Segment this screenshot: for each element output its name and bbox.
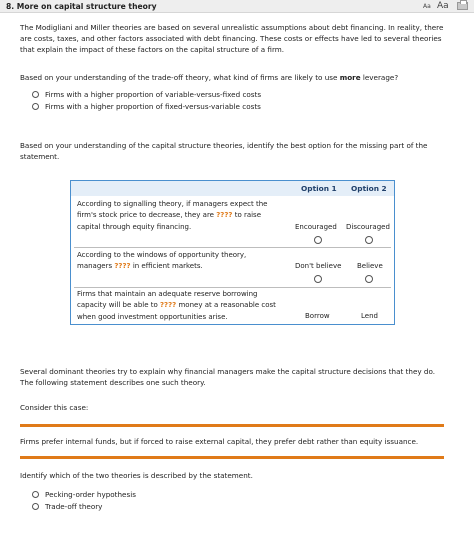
row-1-option-1-radio[interactable]	[314, 236, 322, 244]
row-2-option-2-radio[interactable]	[365, 275, 373, 283]
header-bar	[0, 0, 474, 13]
row-divider	[74, 247, 391, 248]
case-statement: Firms prefer internal funds, but if forced to raise external capital, they prefer debt rather than equity issuance.	[20, 437, 419, 446]
row-1-option-2-radio[interactable]	[365, 236, 373, 244]
radio-button[interactable]	[32, 103, 39, 110]
question-1-prompt: Based on your understanding of the trade-off theory, what kind of firms are likely to use more leverage?	[20, 73, 399, 82]
option-label: Lend	[361, 312, 378, 320]
fill-in-table	[70, 180, 395, 325]
q1-option-2[interactable]: Firms with a higher proportion of fixed-versus-variable costs	[32, 101, 261, 112]
option-label: Believe	[357, 262, 383, 270]
column-header-option-2: Option 2	[351, 184, 387, 193]
column-header-option-1: Option 1	[301, 184, 337, 193]
table-row-statement: According to signalling theory, if managers expect the firm's stock price to decrease, they are ???? to raise capital through equity financing.	[77, 200, 268, 231]
missing-blank: ????	[216, 211, 233, 220]
radio-button[interactable]	[32, 491, 39, 498]
question-2-prompt: Based on your understanding of the capital structure theories, identify the best option for the missing part of the statement.	[20, 141, 428, 161]
row-divider	[74, 287, 391, 288]
consider-label: Consider this case:	[20, 403, 89, 412]
q3-option-trade-off[interactable]: Trade-off theory	[32, 501, 102, 512]
question-3-identify: Identify which of the two theories is described by the statement.	[20, 471, 253, 480]
table-row-statement: According to the windows of opportunity theory, managers ???? in efficient markets.	[77, 251, 247, 271]
option-label: Encouraged	[295, 223, 337, 231]
row-2-option-1-radio[interactable]	[314, 275, 322, 283]
page-title: 8. More on capital structure theory	[6, 2, 157, 11]
q1-option-1[interactable]: Firms with a higher proportion of variable-versus-fixed costs	[32, 89, 261, 100]
radio-button[interactable]	[32, 91, 39, 98]
table-row-statement: Firms that maintain an adequate reserve borrowing capacity will be able to ???? money at a reasonable cost when good investment opportunities arise.	[77, 290, 276, 321]
print-icon[interactable]	[457, 2, 468, 10]
radio-button[interactable]	[32, 503, 39, 510]
intro-paragraph: The Modigliani and Miller theories are based on several unrealistic assumptions about debt financing. In reality, there are costs, taxes, and other factors associated with debt financing. These costs or effects have led to several theories that explain the impact of these factors on the capital structure of a firm.	[20, 23, 444, 54]
q3-option-pecking-order[interactable]: Pecking-order hypothesis	[32, 489, 136, 500]
case-bottom-rule	[20, 456, 444, 459]
option-label: Don't believe	[295, 262, 342, 270]
case-top-rule	[20, 424, 444, 427]
table-header	[71, 181, 394, 196]
option-label: Borrow	[305, 312, 330, 320]
option-label: Discouraged	[346, 223, 390, 231]
decrease-font-button[interactable]: Aa	[423, 3, 431, 10]
missing-blank: ????	[114, 262, 131, 271]
increase-font-button[interactable]: Aa	[437, 1, 449, 11]
question-3-prompt: Several dominant theories try to explain why financial managers make the capital structure decisions that they do. The following statement describes one such theory.	[20, 367, 436, 387]
missing-blank: ????	[160, 301, 177, 310]
